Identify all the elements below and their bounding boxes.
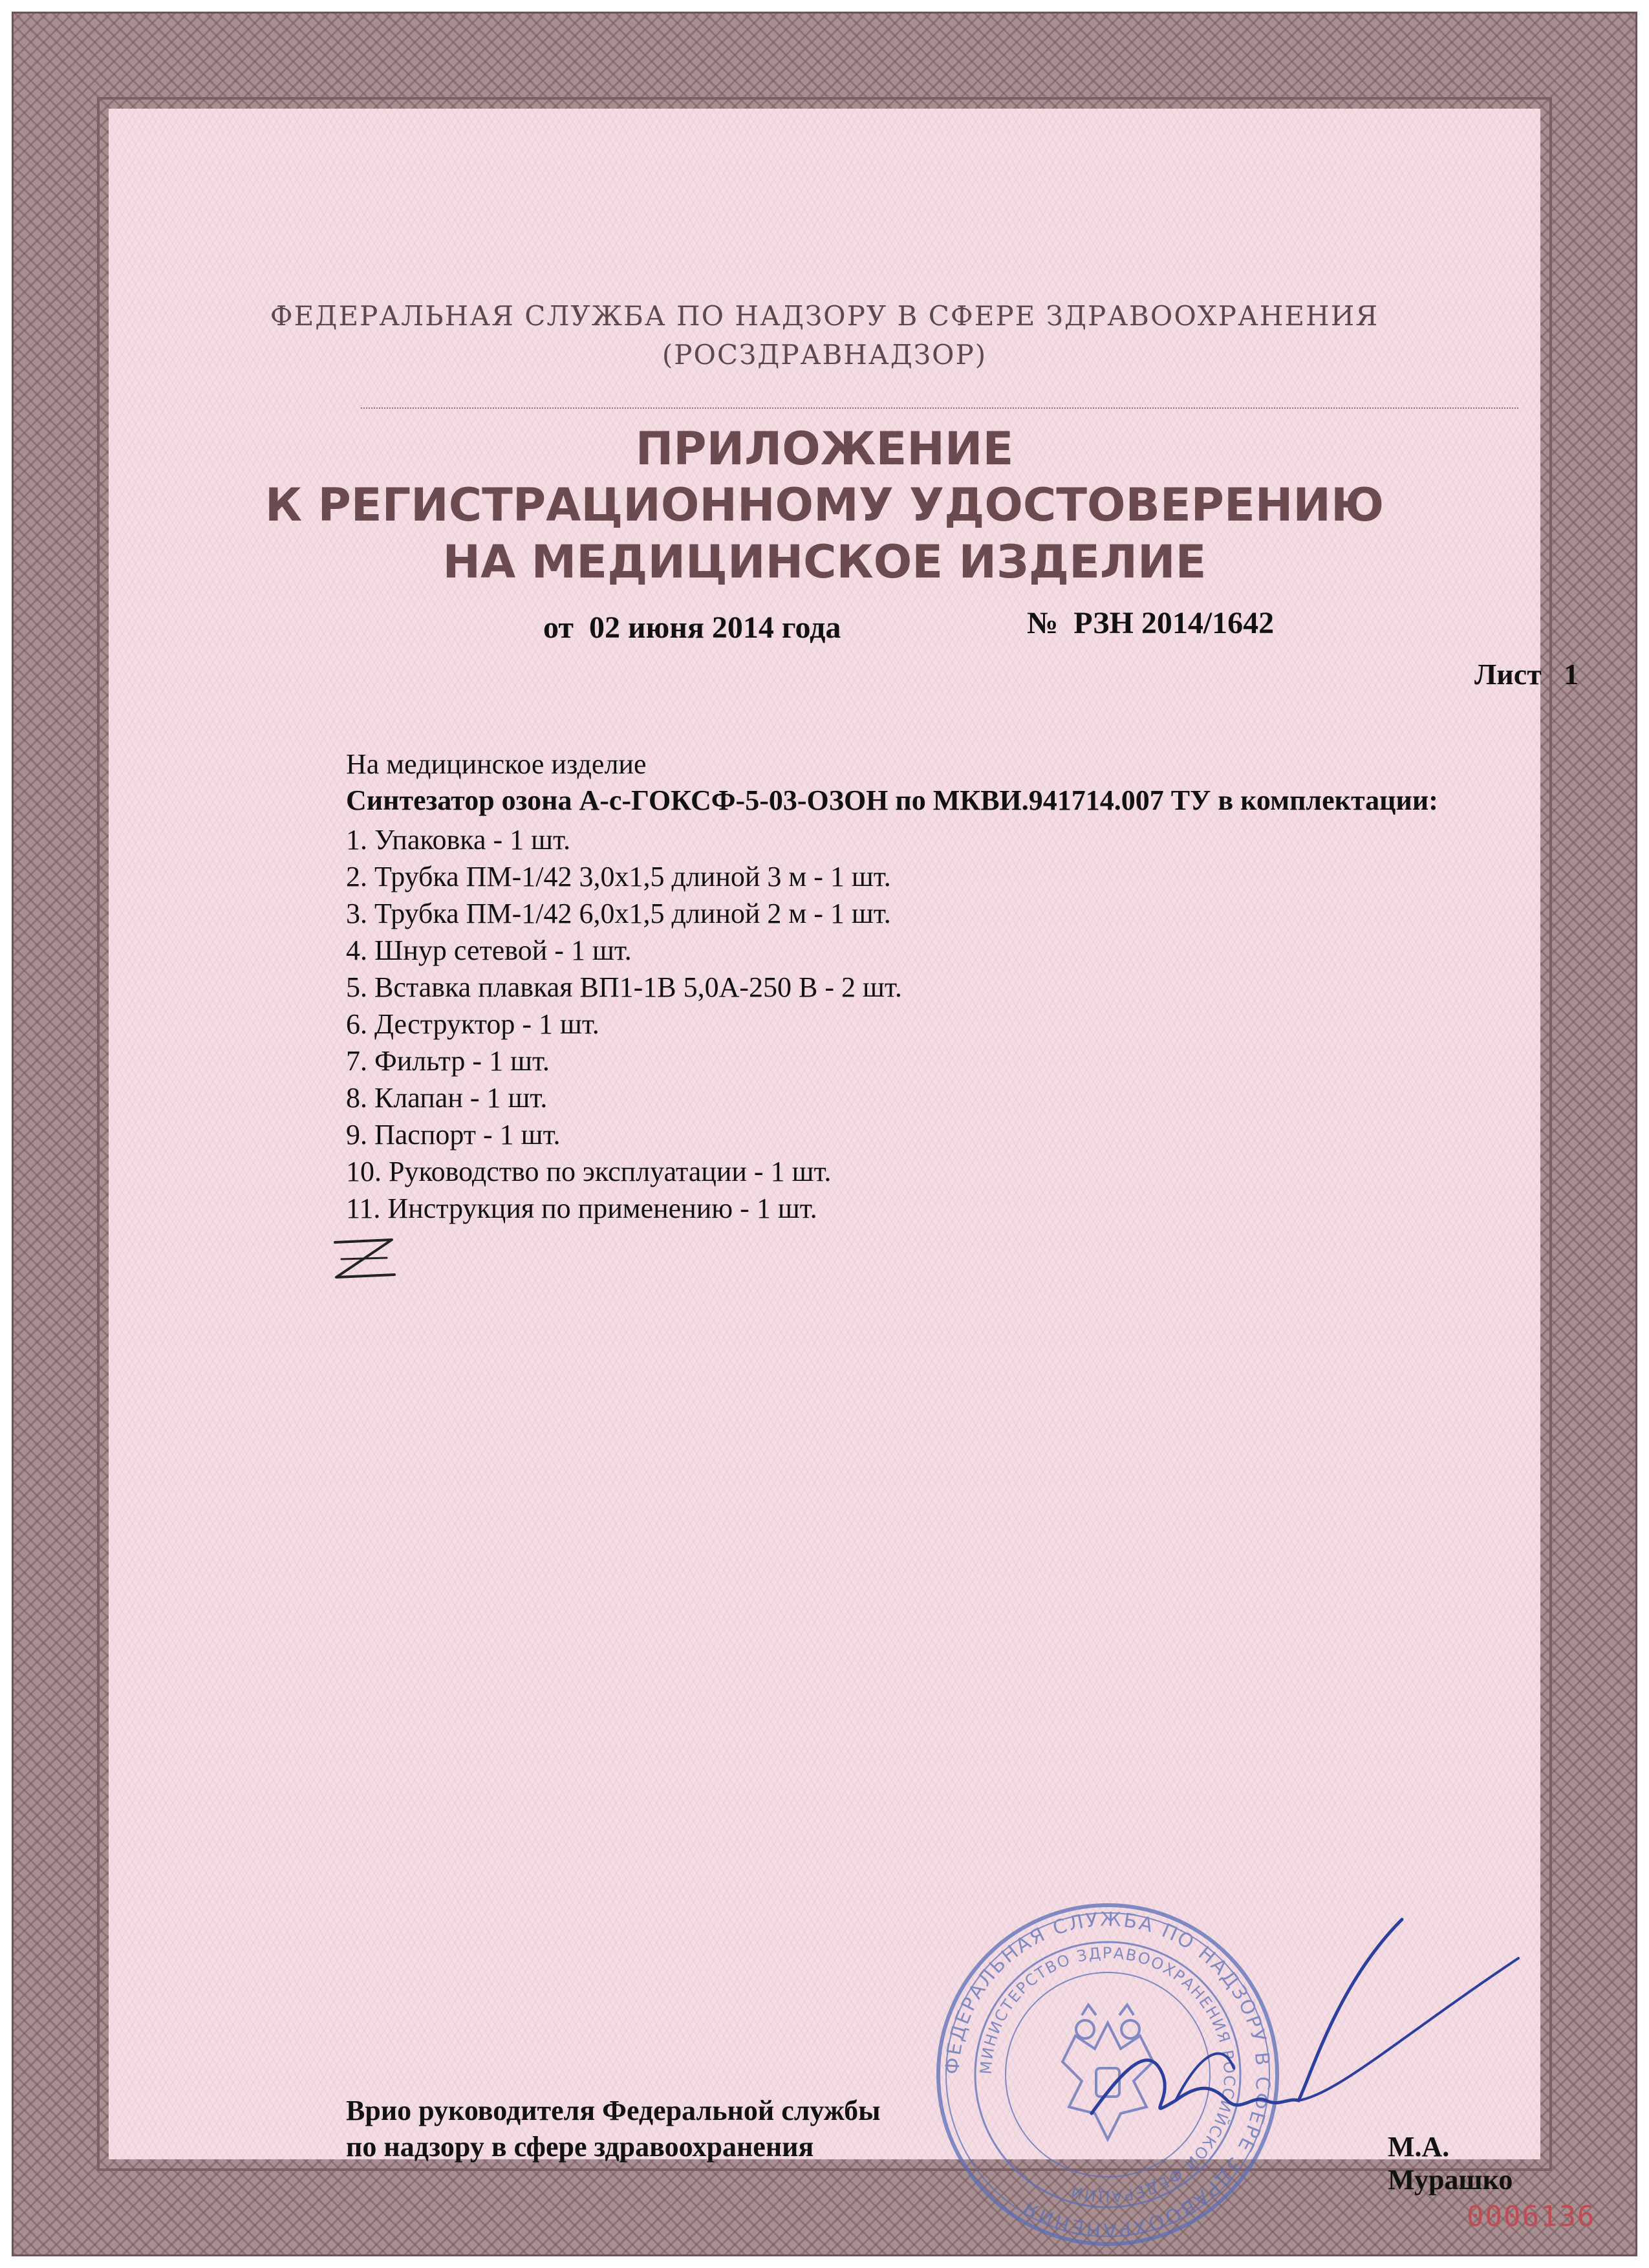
device-name: Синтезатор озона А-с-ГОКСФ-5-03-ОЗОН по МКВИ.941714.007 ТУ в комплектации: (346, 784, 1438, 816)
seal-outer-text: ФЕДЕРАЛЬНАЯ СЛУЖБА ПО НАДЗОРУ В СФЕРЕ ЗДРАВООХРАНЕНИЯ (941, 1908, 1275, 2241)
list-item: 8. Клапан - 1 шт. (346, 1082, 548, 1114)
seal-inner-text: МИНИСТЕРСТВО ЗДРАВООХРАНЕНИЯ РОССИЙСКОЙ ФЕДЕРАЦИИ (976, 1943, 1239, 2206)
header-divider (361, 407, 1518, 409)
signer-position-line1: Врио руководителя Федеральной службы (346, 2095, 881, 2126)
sheet-number: Лист 1 (1474, 658, 1579, 691)
serial-number: 0006136 (1467, 2200, 1596, 2233)
list-item: 3. Трубка ПМ-1/42 6,0х1,5 длиной 2 м - 1 шт. (346, 898, 891, 929)
list-item: 2. Трубка ПМ-1/42 3,0х1,5 длиной 3 м - 1 шт. (346, 861, 891, 892)
list-item: 1. Упаковка - 1 шт. (346, 824, 570, 856)
registration-number: № РЗН 2014/1642 (1027, 606, 1275, 640)
kit-items-list (346, 821, 902, 1227)
z-closing-mark (322, 1231, 406, 1289)
list-item: 5. Вставка плавкая ВП1-1В 5,0А-250 В - 2 шт. (346, 971, 902, 1003)
certificate-sheet (109, 109, 1596, 2241)
document-title-line3: НА МЕДИЦИНСКОЕ ИЗДЕЛИЕ (442, 535, 1207, 589)
issue-date: от 02 июня 2014 года (543, 610, 841, 645)
list-item: 7. Фильтр - 1 шт. (346, 1045, 550, 1077)
agency-name: ФЕДЕРАЛЬНАЯ СЛУЖБА ПО НАДЗОРУ В СФЕРЕ ЗДРАВООХРАНЕНИЯ (270, 300, 1379, 332)
signer-name: М.А. Мурашко (1388, 2131, 1513, 2196)
list-item: 4. Шнур сетевой - 1 шт. (346, 934, 632, 966)
list-item: 11. Инструкция по применению - 1 шт. (346, 1193, 817, 1224)
intro-text: На медицинское изделие (346, 748, 647, 780)
list-item: 10. Руководство по эксплуатации - 1 шт. (346, 1156, 832, 1187)
list-item: 6. Деструктор - 1 шт. (346, 1008, 599, 1040)
agency-abbreviation: (РОСЗДРАВНАДЗОР) (662, 339, 987, 371)
signer-position-line2: по надзору в сфере здравоохранения (346, 2131, 814, 2163)
document-title-line1: ПРИЛОЖЕНИЕ (635, 422, 1014, 475)
list-item: 9. Паспорт - 1 шт. (346, 1119, 561, 1150)
document-title-line2: К РЕГИСТРАЦИОННОМУ УДОСТОВЕРЕНИЮ (264, 479, 1385, 532)
